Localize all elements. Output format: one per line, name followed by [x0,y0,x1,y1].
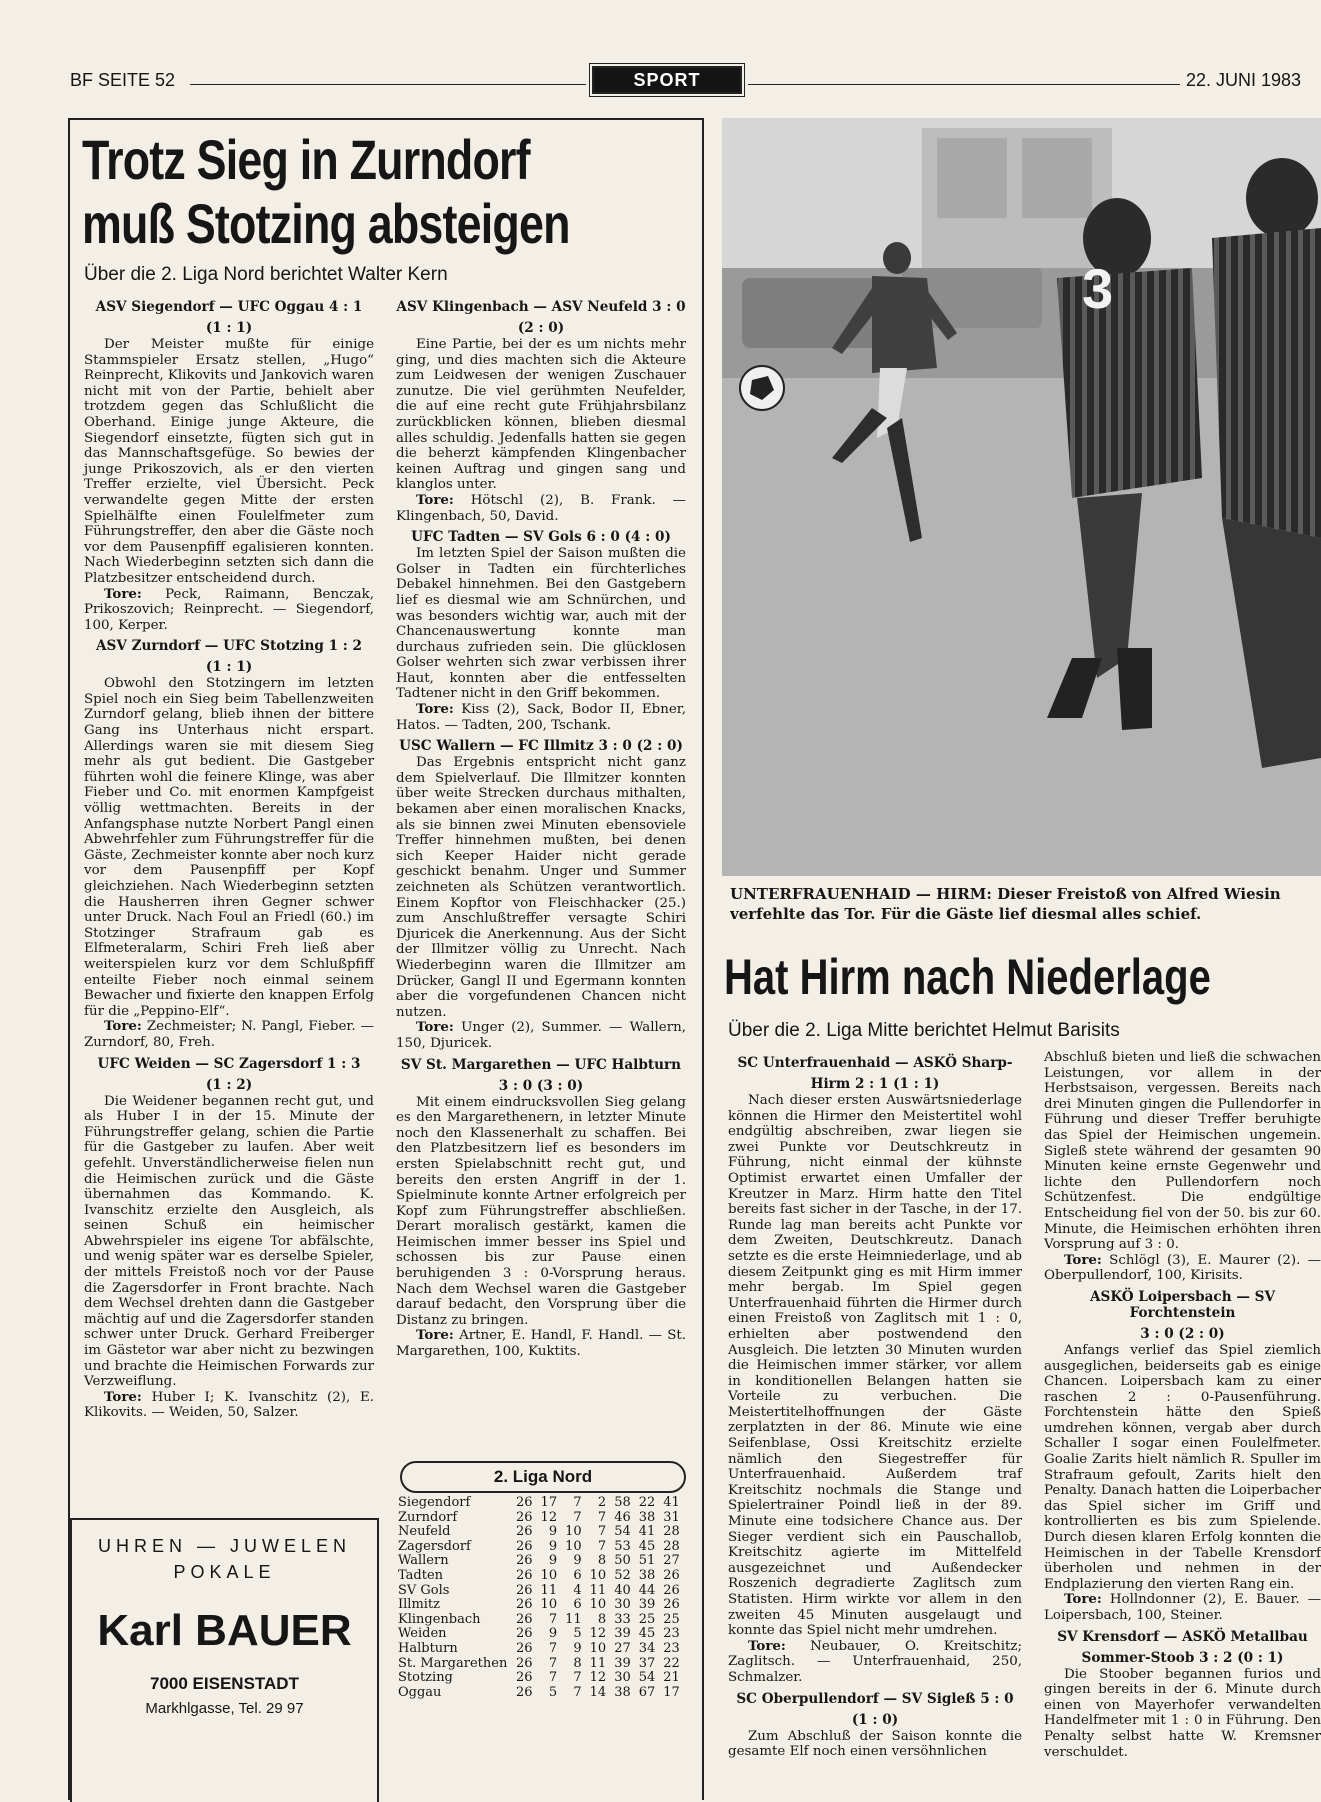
standings-value: 38 [638,1509,656,1525]
standings-value: 27 [663,1553,680,1569]
standings-value: 44 [638,1582,656,1598]
goals-label: Tore: [416,1327,454,1344]
standings-value: 4 [573,1582,582,1598]
team-name: Wallern [398,1553,449,1569]
goals-line [396,1328,686,1359]
article-subtitle: Über die 2. Liga Nord berichtet Walter Kern [84,264,448,285]
article-2-subtitle: Über die 2. Liga Mitte berichtet Helmut Barisits [728,1020,1120,1041]
standings-row [398,1496,680,1511]
standings-value: 26 [663,1597,680,1613]
team-name: Tadten [398,1567,444,1583]
match-heading: ASV Zurndorf — UFC Stotzing 1 : 2 [95,638,363,655]
standings-value: 6 [573,1597,582,1613]
match-heading: Sommer-Stoob 3 : 2 (0 : 1) [1081,1649,1284,1666]
page-header [0,62,1321,102]
standings-value: 7 [597,1509,607,1525]
match-heading: (1 : 2) [205,1076,253,1093]
standings-value: 26 [516,1524,533,1540]
standings-value: 41 [638,1524,656,1540]
standings-value: 7 [597,1524,607,1540]
standings-value: 2 [597,1495,607,1510]
standings-value: 23 [663,1640,680,1656]
standings-value: 51 [638,1553,656,1569]
standings-value: 38 [638,1567,656,1583]
standings-table [398,1496,680,1700]
standings-value: 26 [516,1611,533,1627]
page-number: BF SEITE 52 [70,70,176,90]
goals-label: Tore: [1064,1251,1102,1268]
goals-line [1044,1592,1321,1623]
standings-value: 50 [614,1553,631,1569]
standings-value: 26 [516,1626,533,1642]
team-name: Klingenbach [398,1611,481,1627]
standings-value: 26 [516,1640,533,1656]
team-name: Illmitz [398,1597,441,1613]
standings-value: 26 [516,1495,533,1510]
goals-line [84,587,374,634]
goals-text: Hollndonner (2), E. Bauer. — Loipersbach, 100, Steiner. [1044,1592,1321,1623]
jersey-number: 3 [1082,257,1114,320]
standings-value: 7 [573,1495,582,1510]
standings-value: 54 [638,1670,656,1686]
standings-value: 26 [516,1567,533,1583]
goals-line [728,1639,1022,1686]
header-rule-right [748,84,1180,85]
standings-value: 39 [614,1626,631,1642]
team-name: Oggau [398,1684,442,1700]
match-heading: ASV Siegendorf — UFC Oggau 4 : 1 [95,299,363,315]
match-heading: SV St. Margarethen — UFC Halbturn [400,1056,682,1073]
standings-value: 31 [663,1509,680,1525]
standings-value: 45 [638,1626,656,1642]
photo-caption [730,884,1320,924]
standings-value: 58 [614,1495,631,1510]
standings-row [398,1613,680,1628]
goals-text: Peck, Raimann, Benczak, Prikoszovich; Reinprecht. — Siegendorf, 100, Kerper. [84,586,374,633]
standings-value: 12 [589,1626,607,1642]
standings-value: 28 [663,1538,680,1554]
headline-line-1: Trotz Sieg in Zurndorf [82,128,530,191]
standings-value: 22 [638,1495,656,1510]
standings-value: 10 [540,1567,558,1583]
team-name: Neufeld [398,1524,451,1540]
match-report-paragraph: Im letzten Spiel der Saison mußten die Golser in Tadten ein fürchterliches Debakel hinnehmen. Bei den Gastgebern lief es diesmal wie am Schnürchen, und was besonders wichtig war, auch mit der Chancenauswertung konnte man durchaus zufrieden sein. Die glücklosen Golser wehrten sich zwar verbissen ihrer Haut, konnten aber die entfesselten Tadtener nicht in den Griff bekommen. [396,546,686,702]
standings-value: 11 [565,1611,582,1627]
standings-value: 7 [548,1655,558,1671]
team-name: Weiden [398,1626,447,1642]
standings-value: 26 [516,1582,533,1598]
article-2-headline: Hat Hirm nach Niederlage [724,949,1211,1005]
match-photo [722,118,1321,876]
goals-line [396,702,686,733]
standings-value: 10 [589,1640,607,1656]
standings-value: 52 [614,1567,631,1583]
standings-value: 7 [573,1509,582,1525]
standings-value: 39 [638,1597,656,1613]
standings-row [398,1642,680,1657]
standings-value: 8 [573,1655,582,1671]
standings-value: 9 [548,1553,558,1569]
standings-row [398,1686,680,1701]
standings-value: 26 [663,1567,680,1583]
match-heading: UFC Weiden — SC Zagersdorf 1 : 3 [97,1055,361,1072]
standings-value: 26 [516,1684,533,1700]
match-heading: UFC Tadten — SV Gols 6 : 0 (4 : 0) [411,529,671,546]
goals-label: Tore: [748,1637,786,1654]
standings-value: 14 [589,1684,607,1700]
standings-value: 7 [597,1538,607,1554]
ad-address: Markhlgasse, Tel. 29 97 [145,1700,304,1717]
goals-label: Tore: [416,491,454,508]
article-2-column-1 [728,1050,1022,1760]
match-report-paragraph: Die Stoober begannen furios und gingen bereits in der 6. Minute durch einen von Mayerhofer verwandelten Handelfmeter mit 1 : 0 in Führung. Den Penalty selbst hatte W. Kremsner verschuldet. [1044,1666,1321,1760]
header-rule-left [190,84,586,85]
match-report-paragraph: Eine Partie, bei der es um nichts mehr ging, und dies machten sich die Akteure zum Leidwesen der wenigen Zuschauer zunutze. Die viel gerühmten Neufelder, die auf eine recht gute Frühjahrsbilanz zurückblicken können, blieben diesmal alles schuldig. Jedenfalls hatten sie gegen die beherzt kämpfenden Klingenbacher keinen Auftrag und gingen sang und klanglos unter. [396,337,686,493]
standings-value: 7 [573,1684,582,1700]
standings-value: 46 [614,1509,631,1525]
standings-value: 26 [516,1655,533,1671]
standings-value: 10 [589,1597,607,1613]
goals-text: Kiss (2), Sack, Bodor II, Ebner, Hatos. — Tadten, 200, Tschank. [396,702,686,733]
match-heading: ASV Klingenbach — ASV Neufeld 3 : 0 [396,299,686,315]
match-report-paragraph: Der Meister mußte für einige Stammspieler Ersatz stellen, „Hugo“ Reinprecht, Klikovits und Jankovich waren nicht mit von der Partie, behielt aber trotzdem gegen das Schlußlicht die Oberhand. Einige junge Akteure, die Siegendorf einsetzte, fügten sich gut in das Mannschaftsgefüge. So bewies der junge Prikoszovich, als er den vierten Treffer erzielte, viel Übersicht. Peck verwandelte gegen Mitte der ersten Spielhälfte einen Foulelfmeter zum Führungstreffer, den aber die Gäste noch vor dem Pausenpfiff egalisieren konnten. Nach Wiederbeginn setzten sich dann die Platzbesitzer entscheidend durch. [84,337,374,586]
standings-value: 54 [614,1524,631,1540]
standings-value: 9 [548,1538,558,1554]
match-report-paragraph: Das Ergebnis entspricht nicht ganz dem Spielverlauf. Die Illmitzer konnten über weite Strecken durchaus mithalten, bekamen aber einen moralischen Knacks, als sie binnen zwei Minuten ebensoviele Treffer hinnehmen mußten, bei denen sich Keeper Haider nicht gerade geschickt benahm. Unger und Summer zeichneten als Schützen verantwortlich. Einem Kopftor von Fleischhacker (25.) zum Anschlußtreffer versagte Schiri Djuricek die Anerkennung. Aus der Sicht der Illmitzer völlig zu Unrecht. Nach Wiederbeginn waren die Illmitzer am Drücker, Gangl II und Egermann konnten aber die vorgefundenen Chancen nicht nutzen. [396,755,686,1020]
article-column-1 [84,294,374,1421]
match-report-paragraph: Die Weidener begannen recht gut, und als Huber I in der 15. Minute der Führungstreffer gelang, schien die Partie für die Gastgeber zu laufen. Aber weit gefehlt. Unverständlicherweise fielen nun die Heimischen zurück und die Gäste übernahmen das Kommando. K. Ivanschitz erzielte den Ausgleich, als seinen Schuß ein heimischer Abwehrspieler ins eigene Tor abfälschte, und wenig später war es derselbe Spieler, der mittels Freistoß noch vor der Pause die Zagersdorfer in Front brachte. Nach dem Wechsel drehten dann die Gastgeber mächtig auf und die Zagersdorfer standen schwer unter Druck. Gerhard Freiberger im Gästetor war aber nicht zu bezwingen und brachte die Heimischen Forwards zur Verzweiflung. [84,1093,374,1390]
standings-value: 8 [597,1611,607,1627]
goals-line [84,1019,374,1050]
standings-value: 26 [516,1670,533,1686]
team-name: St. Margarethen [398,1655,508,1671]
match-report-paragraph: Abschluß bieten und ließ die schwachen Leistungen, vor allem in der Herbstsaison, vergessen. Bereits nach drei Minuten gingen die Pullendorfer in Führung und dieser Treffer beruhigte das Spiel der Heimischen ungemein. Sigleß stete während der gesamten 90 Minuten keine ernste Gegenwehr und lichte den Pullendorfern noch Schützenfest. Die endgültige Entscheidung fiel von der 50. bis zur 60. Minute, die Heimischen erhöhten ihren Vorsprung auf 3 : 0. [1044,1050,1321,1253]
ad-line-2: POKALE [173,1562,276,1582]
match-heading: Hirm 2 : 1 (1 : 1) [810,1076,940,1092]
ad-line-1: UHREN — JUWELEN [97,1536,351,1556]
standings-value: 10 [589,1567,607,1583]
goals-label: Tore: [104,1018,142,1035]
goals-text: Neubauer, O. Kreitschitz; Zaglitsch. — Unterfrauenhaid, 250, Schmalzer. [728,1638,1022,1685]
goals-label: Tore: [416,701,454,718]
standings-value: 45 [638,1538,656,1554]
standings-row [398,1569,680,1584]
standings-value: 11 [540,1582,558,1598]
standings-value: 10 [565,1538,582,1554]
standings-value: 11 [589,1582,607,1598]
standings-value: 40 [614,1582,631,1598]
goals-line [1044,1253,1321,1284]
advertisement [70,1518,379,1802]
standings-value: 17 [540,1495,558,1510]
match-heading: (1 : 1) [205,659,253,676]
goals-line [396,1020,686,1051]
standings-value: 21 [663,1670,680,1686]
ad-city: 7000 EISENSTADT [150,1674,299,1693]
standings-value: 41 [663,1495,680,1510]
photo-illustration [722,118,1321,876]
match-heading: SC Unterfrauenhaid — ASKÖ Sharp- [737,1055,1013,1071]
standings-row [398,1627,680,1642]
goals-label: Tore: [104,585,142,602]
ad-company-name: Karl BAUER [97,1606,352,1655]
team-name: Stotzing [398,1670,453,1686]
standings-value: 30 [614,1597,631,1613]
goals-label: Tore: [1064,1591,1102,1608]
standings-value: 7 [573,1670,582,1686]
standings-value: 8 [597,1553,607,1569]
team-name: Halbturn [398,1640,458,1656]
goals-line [84,1390,374,1421]
standings-value: 9 [573,1553,582,1569]
match-report-paragraph: Anfangs verlief das Spiel ziemlich ausgeglichen, beiderseits gab es einige Chancen. Loipersbach kam zu einer raschen 2 : 0-Pausenführung. Forchtenstein hätte den Spieß umdrehen können, vergab aber durch Schaller I sogar einen Foulelfmeter. Goalie Zarits hielt nämlich R. Spuller im Strafraum gefoult, Zarits hielt den Penalty. Danach hatten die Loiperbacher das Spiel sicher im Griff und kontrollierten es bis zum Spielende. Durch diesen klaren Erfolg konnten die Heimischen in der Tabelle Krensdorf überholen und nehmen in der Endplazierung den vierten Rang ein. [1044,1342,1321,1592]
match-heading: (2 : 0) [517,320,565,336]
standings-row [398,1657,680,1672]
standings-row [398,1540,680,1555]
match-heading: (1 : 1) [205,320,253,336]
team-name: Siegendorf [398,1495,471,1510]
match-heading: USC Wallern — FC Illmitz 3 : 0 (2 : 0) [399,738,683,755]
standings-value: 39 [614,1655,631,1671]
headline-line-2: muß Stotzing absteigen [82,192,570,255]
standings-value: 9 [573,1640,582,1656]
match-heading: 3 : 0 (3 : 0) [498,1077,584,1094]
match-report-paragraph: Zum Abschluß der Saison konnte die gesamte Elf noch einen versöhnlichen [728,1728,1022,1760]
standings-value: 53 [614,1538,631,1554]
standings-value: 11 [589,1655,607,1671]
match-heading: SV Krensdorf — ASKÖ Metallbau [1057,1628,1308,1645]
standings-value: 26 [516,1553,533,1569]
standings-value: 7 [548,1640,558,1656]
standings-value: 5 [548,1684,558,1700]
standings-value: 26 [516,1538,533,1554]
standings-value: 7 [548,1670,558,1686]
team-name: Zagersdorf [398,1538,471,1554]
issue-date: 22. JUNI 1983 [1186,70,1302,90]
team-name: SV Gols [398,1582,450,1598]
match-report-paragraph: Mit einem eindrucksvollen Sieg gelang es den Margarethenern, in letzter Minute noch den Klassenerhalt zu schaffen. Bei den Platzbesitzern lief es besonders im ersten Spielabschnitt recht gut, und bereits den ersten Angriff in der 1. Spielminute konnte Artner erfolgreich per Kopf zum Führungstreffer abschließen. Derart moralisch gestärkt, kamen die Heimischen immer besser ins Spiel und schossen bis zur Pause einen beruhigenden 3 : 0-Vorsprung heraus. Nach dem Wechsel waren die Gastgeber darauf bedacht, den Vorsprung über die Distanz zu bringen. [396,1094,686,1328]
standings-title: 2. Liga Nord [400,1461,686,1493]
match-heading: 3 : 0 (2 : 0) [1140,1325,1225,1342]
goals-text: Unger (2), Summer. — Wallern, 150, Djuricek. [396,1020,686,1051]
match-report-paragraph: Obwohl den Stotzingern im letzten Spiel noch ein Sieg beim Tabellenzweiten Zurndorf gelang, blieb ihnen der bittere Gang ins Unterhaus nicht erspart. Allerdings waren sie mit diesem Sieg mehr als gut bedient. Die Gastgeber führten wohl die feinere Klinge, was aber Fieber und Co. mit enormen Kampfgeist völlig wettmachten. Bereits in der Anfangsphase nutzte Norbert Pangl einen Abwehrfehler zum Führungstreffer für die Gäste, Zechmeister konnte aber noch kurz vor dem Pausenpfiff per Kopf gleichziehen. Nach Wiederbeginn setzten die Hausherren ihren Gegner schwer unter Druck. Nach Foul an Friedl (60.) im Stotzinger Strafraum gab es Elfmeteralarm, Schiri Freh ließ aber weiterspielen kurz vor dem Schlußpfiff enteilte Fieber noch einmal seinem Bewacher und fixierte den knappen Erfolg für die „Peppino-Elf“. [84,676,374,1019]
standings-value: 22 [663,1655,680,1671]
match-report-paragraph: Nach dieser ersten Auswärtsniederlage können die Hirmer den Meistertitel wohl endgültig abschreiben, zwar liegen sie zwei Punkte vor Deutschkreutz in Führung, nicht einmal der kühnste Optimist erwartet einen Umfaller der Kreutzer in Marz. Hirm hatte den Titel bereits fast sicher in der Tasche, in der 17. Runde lag man bereits acht Punkte vor dem Zweiten, Deutschkreutz. Danach setzte es die erste Heimniederlage, und ab diesem Zeitpunkt ging es mit Hirm immer mehr bergab. Im Spiel gegen Unterfrauenhaid führten die Hirmer durch einen Freistoß von Zaglitsch mit 1 : 0, erhielten aber postwendend den Ausgleich. Die letzten 30 Minuten wurden die Heimischen immer stärker, vor allem in konditionellen Belangen hatten sie Vorteile zu verbuchen. Die Meistertitelhoffnungen der Gäste zerplatzten in der 86. Minute wie eine Seifenblase, Ossi Kreitschitz erzielte nämlich den Siegestreffer für Unterfrauenhaid. Außerdem traf Kreitschitz nochmals die Stange und Spielertrainer Poindl ließ in der 89. Minute eine todsichere Chance aus. Der Sieger verdient sich ein Pauschallob, Kreitschitz agierte im Mittelfeld ausgezeichnet und Außendecker Roszenich degradierte Zaglitsch zum Statisten. Hirm wirkte vor allem in den zweiten 45 Minuten ausgelaugt und konnte das Spiel nicht mehr umdrehen. [728,1093,1022,1639]
standings-value: 6 [573,1567,582,1583]
caption-line-1: UNTERFRAUENHAID — HIRM: Dieser Freistoß von Alfred Wiesin [730,885,1281,903]
standings-value: 17 [663,1684,680,1700]
standings-value: 37 [638,1655,656,1671]
standings-row [398,1584,680,1599]
standings-value: 12 [540,1509,558,1525]
standings-value: 12 [589,1670,607,1686]
goals-text: Hötschl (2), B. Frank. — Klingenbach, 50, David. [396,492,686,524]
goals-line [396,493,686,524]
standings-value: 38 [614,1684,631,1700]
standings-value: 26 [663,1582,680,1598]
standings-row [398,1671,680,1686]
caption-line-2: verfehlte das Tor. Für die Gäste lief diesmal alles schief. [730,905,1202,923]
standings-value: 10 [540,1597,558,1613]
standings-row [398,1598,680,1613]
standings-value: 28 [663,1524,680,1540]
standings-value: 26 [516,1509,533,1525]
standings-value: 67 [638,1684,656,1700]
goals-text: Huber I; K. Ivanschitz (2), E. Klikovits. — Weiden, 50, Salzer. [84,1389,374,1421]
article-2-column-2 [1044,1050,1321,1760]
section-label: SPORT [592,66,742,94]
match-heading: ASKÖ Loipersbach — SV Forchtenstein [1089,1288,1276,1321]
standings-value: 25 [663,1611,680,1627]
standings-value: 34 [638,1640,656,1656]
standings-value: 25 [638,1611,656,1627]
standings-value: 23 [663,1626,680,1642]
goals-label: Tore: [416,1019,454,1036]
standings-value: 10 [565,1524,582,1540]
goals-label: Tore: [104,1388,142,1405]
standings-value: 7 [548,1611,558,1627]
article-headline [82,128,570,256]
standings-row [398,1525,680,1540]
article-column-2 [396,294,686,1360]
goals-text: Artner, E. Handl, F. Handl. — St. Margarethen, 100, Kuktits. [396,1328,686,1360]
match-heading: (1 : 0) [851,1711,899,1728]
standings-row [398,1511,680,1526]
standings-value: 26 [516,1597,533,1613]
goals-text: Zechmeister; N. Pangl, Fieber. — Zurndorf, 80, Freh. [84,1019,374,1050]
standings-row [398,1554,680,1569]
standings-value: 5 [573,1626,582,1642]
standings-value: 33 [614,1611,631,1627]
match-heading: SC Oberpullendorf — SV Sigleß 5 : 0 [736,1690,1014,1707]
standings-value: 9 [548,1524,558,1540]
standings-value: 9 [548,1626,558,1642]
standings-value: 30 [614,1670,631,1686]
team-name: Zurndorf [398,1509,458,1525]
goals-text: Schlögl (3), E. Maurer (2). — Oberpullendorf, 100, Kirisits. [1044,1252,1321,1284]
standings-value: 27 [614,1640,631,1656]
